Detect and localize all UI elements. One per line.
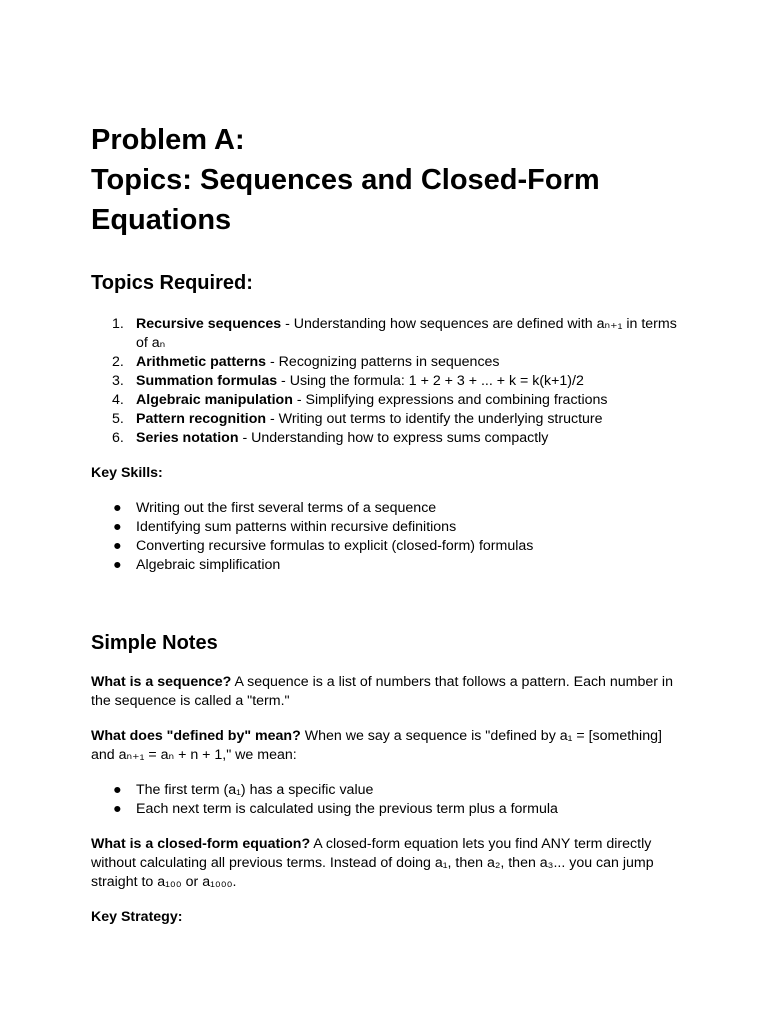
topic-number: 2.: [112, 354, 124, 370]
topics-list: [91, 315, 681, 448]
title-line-1: Problem A:: [91, 124, 245, 156]
skill-text: Identifying sum patterns within recursive definitions: [136, 519, 457, 535]
document-title: [91, 120, 681, 240]
list-item: [91, 537, 681, 556]
topic-term: Summation formulas: [136, 373, 278, 389]
topic-description: - Understanding how sequences are defined with aₙ₊₁ in terms of aₙ: [136, 316, 677, 351]
simple-notes-heading: Simple Notes: [91, 632, 218, 654]
list-item: [91, 518, 681, 537]
note-what-is-sequence: [91, 673, 681, 711]
bullet-icon: ●: [113, 500, 122, 516]
topic-number: 6.: [112, 430, 124, 446]
note-question: What does "defined by" mean?: [91, 728, 301, 744]
bullet-icon: ●: [113, 782, 122, 798]
bullet-icon: ●: [113, 519, 122, 535]
key-skills-heading: Key Skills:: [91, 465, 163, 481]
note-answer: A closed-form equation lets you find ANY term directly without calculating all previous terms. Instead of doing a₁, then a₂, then a₃... you can jump straight to a₁₀₀ or a₁₀₀₀.: [91, 836, 654, 890]
skill-text: Algebraic simplification: [136, 557, 281, 573]
skill-text: Converting recursive formulas to explicit (closed-form) formulas: [136, 538, 534, 554]
list-item-text: Each next term is calculated using the previous term plus a formula: [136, 801, 558, 817]
topic-term: Algebraic manipulation: [136, 392, 293, 408]
key-strategy-heading: Key Strategy:: [91, 909, 183, 925]
topic-description: - Simplifying expressions and combining fractions: [292, 392, 608, 408]
note-answer: A sequence is a list of numbers that follows a pattern. Each number in the sequence is called a "term.": [91, 674, 673, 709]
topic-item: [91, 429, 681, 448]
note-closed-form: [91, 835, 681, 892]
topic-description: - Understanding how to express sums compactly: [238, 430, 549, 446]
note-question: What is a sequence?: [91, 674, 232, 690]
skill-text: Writing out the first several terms of a sequence: [136, 500, 437, 516]
list-item: [91, 800, 681, 819]
defined-by-list: [91, 781, 681, 819]
note-defined-by: [91, 727, 681, 765]
topic-description: - Writing out terms to identify the underlying structure: [266, 411, 603, 427]
topic-term: Series notation: [136, 430, 239, 446]
topic-number: 5.: [112, 411, 124, 427]
topics-required-heading: Topics Required:: [91, 272, 253, 294]
list-item: [91, 556, 681, 575]
topic-description: - Using the formula: 1 + 2 + 3 + ... + k = k(k+1)/2: [277, 373, 584, 389]
key-skills-list: [91, 499, 681, 575]
list-item: [91, 781, 681, 800]
topic-number: 1.: [112, 316, 124, 332]
note-question: What is a closed-form equation?: [91, 836, 311, 852]
list-item: [91, 499, 681, 518]
title-line-2: Topics: Sequences and Closed-Form Equations: [91, 164, 600, 236]
topic-term: Arithmetic patterns: [136, 354, 267, 370]
topic-number: 3.: [112, 373, 124, 389]
topic-item: [91, 391, 681, 410]
topic-number: 4.: [112, 392, 124, 408]
note-answer: When we say a sequence is "defined by a₁ = [something] and aₙ₊₁ = aₙ + n + 1," we mean:: [91, 728, 662, 763]
topic-term: Pattern recognition: [136, 411, 267, 427]
topic-item: [91, 410, 681, 429]
topic-item: [91, 315, 681, 353]
bullet-icon: ●: [113, 538, 122, 554]
topic-description: - Recognizing patterns in sequences: [266, 354, 500, 370]
topic-item: [91, 372, 681, 391]
topic-item: [91, 353, 681, 372]
list-item-text: The first term (a₁) has a specific value: [136, 782, 374, 798]
document-page: [91, 120, 681, 927]
topic-term: Recursive sequences: [136, 316, 282, 332]
bullet-icon: ●: [113, 557, 122, 573]
bullet-icon: ●: [113, 801, 122, 817]
